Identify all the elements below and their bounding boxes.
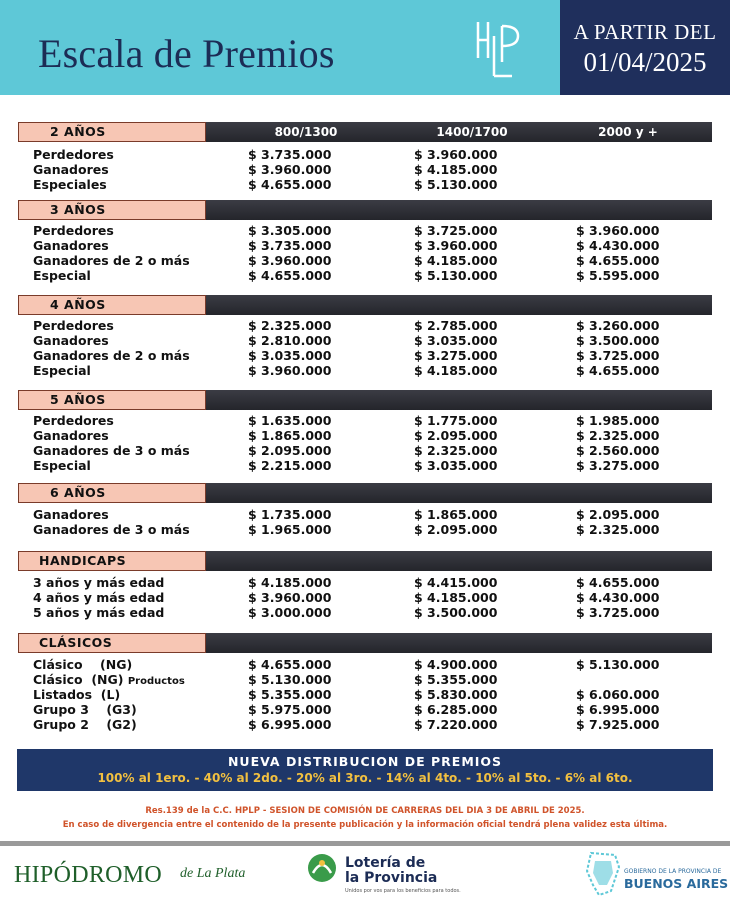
row-label-main: Clásico (NG) [33,672,124,687]
table-row [0,702,730,717]
row-label: Ganadores de 3 o más [33,443,190,458]
prize-value: $ 1.775.000 [414,413,498,428]
prize-value: $ 3.000.000 [248,605,332,620]
row-label: Listados (L) [33,687,121,702]
category-label: 2 AÑOS [18,122,206,142]
section-bar-4-anos [18,295,712,315]
prize-value: $ 5.975.000 [248,702,332,717]
table-row [0,162,730,177]
table-row [0,253,730,268]
category-label: CLÁSICOS [18,633,206,653]
row-label: Especial [33,268,91,283]
prize-value: $ 6.995.000 [576,702,660,717]
table-row [0,717,730,732]
prize-value: $ 3.725.000 [414,223,498,238]
column-header-800-1300: 800/1300 [274,125,338,139]
prize-value: $ 3.035.000 [414,458,498,473]
column-header-2000: 2000 y + [598,125,658,139]
prize-value: $ 6.995.000 [248,717,332,732]
prize-value: $ 3.960.000 [414,238,498,253]
prize-value: $ 4.655.000 [248,657,332,672]
row-label: 5 años y más edad [33,605,165,620]
prize-value: $ 1.865.000 [414,507,498,522]
prize-value: $ 3.960.000 [414,147,498,162]
table-row [0,507,730,522]
prize-value: $ 5.355.000 [414,672,498,687]
prize-value: $ 3.500.000 [414,605,498,620]
prize-value: $ 2.325.000 [248,318,332,333]
prize-value: $ 1.635.000 [248,413,332,428]
prize-value: $ 3.725.000 [576,348,660,363]
table-row [0,672,730,687]
prize-value: $ 6.285.000 [414,702,498,717]
category-label: 6 AÑOS [18,483,206,503]
distribution-text: 100% al 1ero. - 40% al 2do. - 20% al 3ro. - 14% al 4to. - 10% al 5to. - 6% al 6to. [97,771,633,785]
prize-value: $ 2.325.000 [414,443,498,458]
section-bar-2-anos [18,122,712,142]
category-label: 4 AÑOS [18,295,206,315]
loteria-name-line1: Lotería de [345,855,426,871]
section-bar-3-anos [18,200,712,220]
section-bar-clasicos [18,633,712,653]
prize-value: $ 2.785.000 [414,318,498,333]
prize-value: $ 4.185.000 [414,590,498,605]
prize-value: $ 3.035.000 [248,348,332,363]
prize-value: $ 3.960.000 [248,162,332,177]
section-bar-6-anos [18,483,712,503]
row-label: Ganadores [33,162,109,177]
ba-government-label: GOBIERNO DE LA PROVINCIA DE [624,868,722,875]
loteria-logo-icon [307,853,337,883]
prize-value: $ 3.035.000 [414,333,498,348]
table-row [0,238,730,253]
row-label: Grupo 3 (G3) [33,702,137,717]
buenos-aires-map-icon [585,851,621,897]
prize-value: $ 4.655.000 [576,253,660,268]
prize-distribution-box [17,749,713,791]
prize-value: $ 4.430.000 [576,238,660,253]
category-label: 3 AÑOS [18,200,206,220]
prize-value: $ 2.095.000 [248,443,332,458]
prize-value: $ 5.830.000 [414,687,498,702]
row-label: Ganadores [33,333,109,348]
row-label: Grupo 2 (G2) [33,717,137,732]
table-row [0,413,730,428]
prize-value: $ 1.985.000 [576,413,660,428]
prize-value: $ 4.655.000 [248,177,332,192]
row-label: Especiales [33,177,107,192]
prize-value: $ 5.355.000 [248,687,332,702]
table-row [0,223,730,238]
prize-value: $ 7.925.000 [576,717,660,732]
disclaimer-note: En caso de divergencia entre el contenido de la presente publicación y la información oficial tendrá plena validez esta última. [62,820,668,830]
distribution-title: NUEVA DISTRIBUCION DE PREMIOS [227,754,503,769]
row-label: Clásico (NG) [33,657,133,672]
prize-value: $ 3.960.000 [248,363,332,378]
prize-value: $ 4.185.000 [414,253,498,268]
prize-value: $ 4.415.000 [414,575,498,590]
row-label: Ganadores [33,238,109,253]
category-label: HANDICAPS [18,551,206,571]
hipodromo-logo: HIPÓDROMO [14,862,163,888]
resolution-note: Res.139 de la C.C. HPLP - SESION DE COMISIÓN DE CARRERAS DEL DIA 3 DE ABRIL DE 2025. [145,806,585,816]
prize-value: $ 3.960.000 [248,590,332,605]
prize-value: $ 3.275.000 [576,458,660,473]
prize-value: $ 3.735.000 [248,147,332,162]
prize-value: $ 3.725.000 [576,605,660,620]
table-row [0,147,730,162]
prize-value: $ 1.865.000 [248,428,332,443]
table-row [0,443,730,458]
loteria-tagline: Unidos por vos para los beneficios para todos. [345,888,461,894]
prize-value: $ 5.130.000 [248,672,332,687]
prize-value: $ 4.900.000 [414,657,498,672]
row-label: Ganadores [33,428,109,443]
prize-value: $ 2.215.000 [248,458,332,473]
column-header-1400-1700: 1400/1700 [436,125,508,139]
prize-value: $ 3.260.000 [576,318,660,333]
prize-value: $ 5.595.000 [576,268,660,283]
loteria-name-line2: la Provincia [345,870,438,886]
table-row [0,687,730,702]
prize-value: $ 2.810.000 [248,333,332,348]
row-label: Ganadores de 2 o más [33,348,190,363]
row-label: Perdedores [33,318,114,333]
table-row [0,348,730,363]
buenos-aires-logo: BUENOS AIRES [624,876,729,891]
row-label: 4 años y más edad [33,590,165,605]
prize-value: $ 2.325.000 [576,522,660,537]
prize-value: $ 3.735.000 [248,238,332,253]
row-label: Especial [33,363,91,378]
row-label: Perdedores [33,147,114,162]
prize-value: $ 4.185.000 [414,363,498,378]
header-banner [0,0,730,95]
table-row [0,522,730,537]
table-row [0,333,730,348]
prize-value: $ 4.655.000 [576,363,660,378]
table-row [0,605,730,620]
row-label: 3 años y más edad [33,575,165,590]
prize-value: $ 4.185.000 [248,575,332,590]
prize-value: $ 4.655.000 [248,268,332,283]
prize-value: $ 1.965.000 [248,522,332,537]
prize-value: $ 6.060.000 [576,687,660,702]
effective-date-label: A PARTIR DEL [573,20,717,44]
prize-value: $ 3.960.000 [576,223,660,238]
prize-value: $ 2.095.000 [414,428,498,443]
prize-value: $ 5.130.000 [576,657,660,672]
effective-date: 01/04/2025 [583,47,707,77]
table-row [0,575,730,590]
loteria-name [345,856,437,886]
prize-value: $ 5.130.000 [414,268,498,283]
row-label: Ganadores de 3 o más [33,522,190,537]
section-bar-handicaps [18,551,712,571]
table-row [0,363,730,378]
hipodromo-logo-sub: de La Plata [180,866,246,881]
table-row [0,458,730,473]
prize-value: $ 3.960.000 [248,253,332,268]
prize-value: $ 3.305.000 [248,223,332,238]
hlp-logo-icon [472,18,522,80]
table-row [0,177,730,192]
prize-value: $ 5.130.000 [414,177,498,192]
prize-value: $ 3.275.000 [414,348,498,363]
table-row [0,268,730,283]
category-label: 5 AÑOS [18,390,206,410]
prize-value: $ 2.560.000 [576,443,660,458]
prize-value: $ 2.095.000 [576,507,660,522]
prize-value: $ 3.500.000 [576,333,660,348]
prize-value: $ 4.655.000 [576,575,660,590]
prize-value: $ 4.430.000 [576,590,660,605]
section-bar-5-anos [18,390,712,410]
prize-value: $ 7.220.000 [414,717,498,732]
row-label: Perdedores [33,413,114,428]
footer-divider [0,841,730,846]
effective-date-box [560,0,730,95]
prize-value: $ 1.735.000 [248,507,332,522]
row-label: Ganadores de 2 o más [33,253,190,268]
page-title: Escala de Premios [38,31,335,76]
prize-value: $ 2.095.000 [414,522,498,537]
prize-value: $ 4.185.000 [414,162,498,177]
table-row [0,657,730,672]
table-row [0,318,730,333]
row-label: Perdedores [33,223,114,238]
table-row [0,590,730,605]
row-label: Especial [33,458,91,473]
prize-value: $ 2.325.000 [576,428,660,443]
table-row [0,428,730,443]
row-label-suffix: Productos [127,676,185,687]
legal-notes [0,804,730,832]
row-label: Ganadores [33,507,109,522]
